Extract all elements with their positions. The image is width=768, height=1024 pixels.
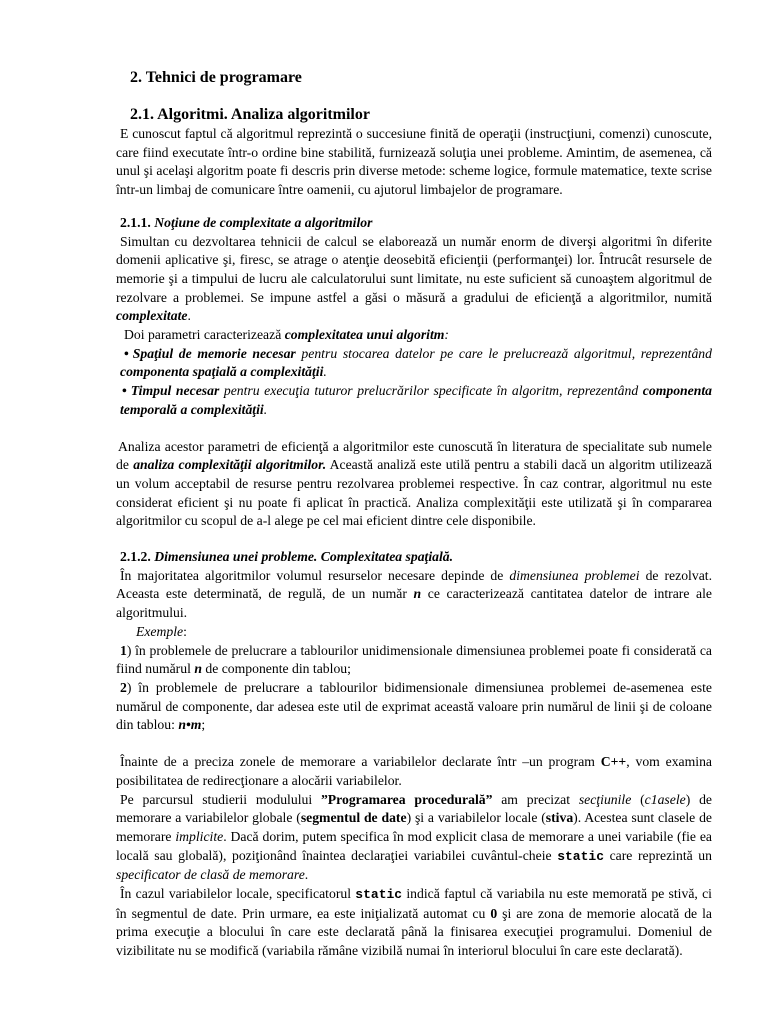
paragraph: Înainte de a preciza zonele de memorare a variabilelor declarate într –un program C++, vom examina posibilitatea de redirecţionare a alocării variabilelor. [116, 754, 712, 788]
term-analiza-complexitatii: analiza complexităţii algoritmilor. [133, 457, 327, 473]
paragraph: Pe parcursul studierii modulului ”Programarea procedurală” am precizat secţiunile (c1asele) de memorare a variabilelor globale (segmentul de date) şi a variabilelor locale (stiva). Acestea sunt clasele de memorare implicite. Dacă dorim, putem specifica în mod explicit clasa de memorare a unei variabile (fie ea locală sau globală), poziţionând înaintea declaraţiei variabilei cuvântul-cheie static care reprezintă un specificator de clasă de memorare. [116, 791, 712, 883]
example-item: 1) în problemele de prelucrare a tablourilor unidimensionale dimensiunea problemei poate fi considerată ca fiind numărul n de componente din tablou; [116, 642, 712, 677]
paragraph: În cazul variabilelor locale, specificatorul static indică faptul că variabila nu este memorată pe stivă, ci în segmentul de date. Prin urmare, ea este iniţializată automat cu 0 şi are zona de memorie alocată de la prima execuţie a blocului în care este declarată până la finisarea execuţiei programului. Domeniul de vizibilitate nu se modifică (variabila rămâne vizibilă numai în interiorul blocului în care este declarată). [116, 886, 712, 959]
subsection-number: 2.1.1. [120, 214, 151, 230]
term-complexitatea-unui-algoritm: complexitatea unui algoritm [284, 327, 445, 343]
subsection-title: Dimensiunea unei probleme. Complexitatea spaţială. [154, 549, 454, 565]
intro-paragraph: E cunoscut faptul că algoritmul reprezintă o succesiune finită de operaţii (instrucţiuni, comenzi) cunoscute, care fiind executate într-o ordine bine stabilită, furnizează soluţia unei probleme. Amintim, de asemenea, că unul şi acelaşi algoritm poate fi descris prin diverse metode: scheme logice, formule matematice, texte scrise într-un limbaj de comunicare între oamenii, cu ajutorul limbajelor de programare. [116, 126, 712, 198]
paragraph: Simultan cu dezvoltarea tehnicii de calcul se elaborează un număr enorm de diverşi algoritmi în diferite domenii aplicative şi, firesc, se atrage o atenţie deosebită eficienţii (performanţei) lor. Întrucât resursele de memorie şi a timpului de lucru ale calculatorului sunt limitate, nu este suficient să cunoaştem algoritmul de rezolvare a problemei. Se impune astfel a găsi o măsură a gradului de eficienţă a algoritmilor, numită complexitate. [116, 233, 712, 324]
paragraph: În majoritatea algoritmilor volumul resurselor necesare depinde de dimensiunea problemei de rezolvat. Aceasta este determinată, de regulă, de un număr n ce caracterizează cantitatea datelor de intrare ale algoritmului. [116, 567, 712, 621]
bullet-item-space: • Spaţiul de memorie necesar pentru stocarea datelor pe care le prelucrează algoritmul, reprezentând componenta spaţială a complexităţii. [120, 345, 712, 380]
bullet-icon: • [122, 383, 127, 399]
subsection-number: 2.1.2. [120, 549, 151, 565]
subsection-heading-211 [120, 214, 712, 233]
keyword-static: static [557, 848, 604, 864]
document-body [116, 64, 712, 961]
section-heading: 2.1. Algoritmi. Analiza algoritmilor [130, 106, 370, 123]
bullet-icon: • [124, 345, 129, 361]
paragraph: Doi parametri caracterizează complexitatea unui algoritm: [124, 327, 449, 343]
subsection-title: Noţiune de complexitate a algoritmilor [154, 214, 373, 230]
subsection-heading-212 [120, 548, 712, 567]
chapter-heading: 2. Tehnici de programare [130, 69, 302, 86]
paragraph: Analiza acestor parametri de eficienţă a algoritmilor este cunoscută în literatura de specialitate sub numele de analiza complexităţii algoritmilor. Această analiză este utilă pentru a stabili dacă un algoritm utilizează un volum acceptabil de resurse pentru rezolvarea problemei respective. În caz contrar, algoritmul nu este considerat eficient şi nu poate fi aplicat în practică. Analiza complexităţii este utilizată şi în compararea algoritmilor cu scopul de a-l alege pe cel mai eficient dintre cele disponibile. [116, 438, 713, 529]
example-item: 2) în problemele de prelucrare a tablourilor bidimensionale dimensiunea problemei de-asemenea este numărul de componente, dar adesea este util de exprimat această valoare prin numărul de linii şi de coloane din tablou: n•m; [116, 679, 712, 733]
bullet-item-time: • Timpul necesar pentru execuţia tuturor prelucrărilor specificate în algoritm, reprezentând componenta temporală a complexităţii. [120, 383, 712, 417]
examples-label: Exemple: [136, 623, 187, 639]
keyword-static: static [355, 887, 403, 903]
term-complexitate: complexitate [116, 308, 188, 324]
